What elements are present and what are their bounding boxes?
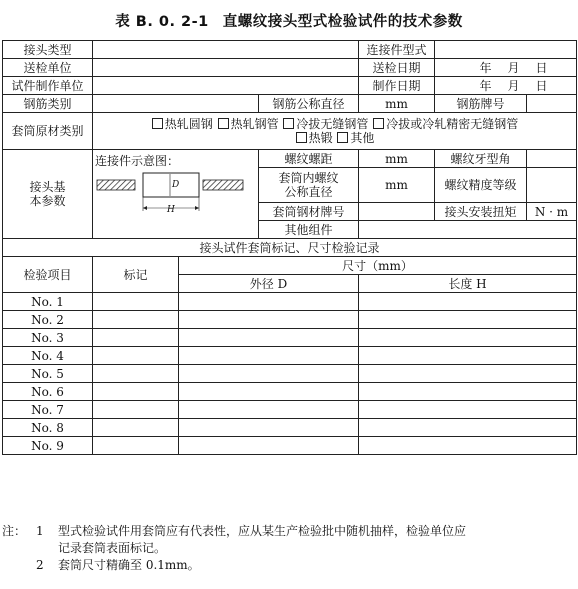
option-hot-forged: 热锻 bbox=[308, 131, 333, 145]
table-row bbox=[3, 419, 577, 437]
label-inner-thread-line1: 套筒内螺纹 bbox=[278, 171, 339, 185]
note-text: 型式检验试件用套筒应有代表性，应从某生产检验批中随机抽样，检验单位应 bbox=[58, 524, 467, 538]
diagram-h-label: H bbox=[167, 205, 175, 215]
label-other-components: 其他组件 bbox=[259, 221, 359, 239]
note-1-continued: 记录套筒表面标记。 bbox=[58, 541, 167, 555]
day-label: 日 bbox=[535, 78, 548, 93]
cell-mark[interactable] bbox=[93, 437, 179, 455]
label-thread-profile: 螺纹牙型角 bbox=[435, 150, 527, 168]
cell-mark[interactable] bbox=[93, 293, 179, 311]
row-thread-pitch bbox=[3, 150, 577, 168]
label-nominal-diameter: 钢筋公称直径 bbox=[259, 95, 359, 113]
label-inspection-unit: 送检单位 bbox=[3, 59, 93, 77]
table-number: 表 B. 0. 2-1 bbox=[115, 14, 209, 30]
month-label: 月 bbox=[507, 78, 520, 93]
label-specimen-unit: 试件制作单位 bbox=[3, 77, 93, 95]
label-thread-pitch: 螺纹螺距 bbox=[259, 150, 359, 168]
label-basic-params bbox=[3, 150, 93, 239]
note-number: 1 bbox=[36, 524, 44, 538]
row-label: No. 4 bbox=[3, 347, 93, 365]
cell-length[interactable] bbox=[359, 365, 577, 383]
row-label: No. 8 bbox=[3, 419, 93, 437]
checkbox-hot-forged[interactable] bbox=[296, 132, 307, 143]
table-row bbox=[3, 293, 577, 311]
header-size: 尺寸（mm） bbox=[179, 257, 577, 275]
cell-length[interactable] bbox=[359, 419, 577, 437]
label-sleeve-material-type: 套筒原材类别 bbox=[3, 113, 93, 150]
option-hot-rolled-tube: 热轧钢管 bbox=[230, 117, 279, 131]
cell-mark[interactable] bbox=[93, 419, 179, 437]
row-label: No. 7 bbox=[3, 401, 93, 419]
row-specimen-unit bbox=[3, 77, 577, 95]
row-label: No. 3 bbox=[3, 329, 93, 347]
table-row bbox=[3, 347, 577, 365]
label-inner-thread-line2: 公称直径 bbox=[284, 185, 333, 199]
cell-length[interactable] bbox=[359, 347, 577, 365]
field-nominal-diameter-unit[interactable]: mm bbox=[359, 95, 435, 113]
month-label: 月 bbox=[507, 60, 520, 75]
table-title-text: 直螺纹接头型式检验试件的技术参数 bbox=[222, 14, 463, 30]
day-label: 日 bbox=[535, 60, 548, 75]
note-prefix-spacer bbox=[2, 557, 36, 574]
connector-diagram bbox=[95, 154, 255, 216]
cell-outer-diameter[interactable] bbox=[179, 365, 359, 383]
label-rebar-grade: 钢筋牌号 bbox=[435, 95, 527, 113]
option-hot-rolled-round: 热轧圆钢 bbox=[164, 117, 213, 131]
table-row bbox=[3, 311, 577, 329]
label-inspection-date: 送检日期 bbox=[359, 59, 435, 77]
label-sleeve-steel-grade: 套筒钢材牌号 bbox=[259, 203, 359, 221]
field-thread-profile[interactable] bbox=[527, 150, 577, 168]
field-thread-pitch-unit[interactable]: mm bbox=[359, 150, 435, 168]
row-label: No. 5 bbox=[3, 365, 93, 383]
cell-outer-diameter[interactable] bbox=[179, 437, 359, 455]
table-title bbox=[0, 10, 578, 31]
label-inner-thread-diameter bbox=[259, 168, 359, 203]
field-sleeve-material-options bbox=[93, 113, 577, 150]
checkbox-other[interactable] bbox=[337, 132, 348, 143]
parameter-table bbox=[2, 40, 577, 455]
row-joint-type bbox=[3, 41, 577, 59]
row-label: No. 9 bbox=[3, 437, 93, 455]
diagram-d-label: D bbox=[172, 180, 180, 190]
field-inspection-unit[interactable] bbox=[93, 59, 359, 77]
notes bbox=[2, 523, 576, 574]
cell-outer-diameter[interactable] bbox=[179, 419, 359, 437]
field-specimen-unit[interactable] bbox=[93, 77, 359, 95]
checkbox-cold-drawn-seamless[interactable] bbox=[283, 118, 294, 129]
field-thread-accuracy[interactable] bbox=[527, 168, 577, 203]
table-row bbox=[3, 365, 577, 383]
year-label: 年 bbox=[479, 78, 492, 93]
row-label: No. 6 bbox=[3, 383, 93, 401]
option-other: 其他 bbox=[350, 131, 375, 145]
cell-length[interactable] bbox=[359, 401, 577, 419]
row-section-title bbox=[3, 239, 577, 257]
row-label: No. 2 bbox=[3, 311, 93, 329]
note-1 bbox=[2, 523, 576, 540]
header-inspection-item: 检验项目 bbox=[3, 257, 93, 293]
field-rebar-grade[interactable] bbox=[527, 95, 577, 113]
cell-length[interactable] bbox=[359, 383, 577, 401]
label-thread-accuracy: 螺纹精度等级 bbox=[435, 168, 527, 203]
label-basic-params-line2: 本参数 bbox=[29, 194, 66, 208]
table-row bbox=[3, 437, 577, 455]
row-rebar-type bbox=[3, 95, 577, 113]
cell-length[interactable] bbox=[359, 437, 577, 455]
field-connector-model[interactable] bbox=[435, 41, 577, 59]
cell-mark[interactable] bbox=[93, 329, 179, 347]
field-torque-unit[interactable]: N · m bbox=[527, 203, 577, 221]
label-basic-params-line1: 接头基 bbox=[29, 180, 66, 194]
checkbox-hot-rolled-tube[interactable] bbox=[218, 118, 229, 129]
checkbox-hot-rolled-round[interactable] bbox=[152, 118, 163, 129]
table-row bbox=[3, 329, 577, 347]
header-mark: 标记 bbox=[93, 257, 179, 293]
row-record-header-1 bbox=[3, 257, 577, 275]
year-label: 年 bbox=[479, 60, 492, 75]
cell-mark[interactable] bbox=[93, 347, 179, 365]
table-row bbox=[3, 383, 577, 401]
cell-mark[interactable] bbox=[93, 383, 179, 401]
cell-mark[interactable] bbox=[93, 311, 179, 329]
header-length: 长度 H bbox=[359, 275, 577, 293]
diagram-label: 连接件示意图： bbox=[95, 154, 180, 168]
cell-outer-diameter[interactable] bbox=[179, 383, 359, 401]
row-label: No. 1 bbox=[3, 293, 93, 311]
cell-length[interactable] bbox=[359, 293, 577, 311]
field-production-date[interactable] bbox=[435, 77, 577, 95]
row-sleeve-material bbox=[3, 113, 577, 150]
field-sleeve-steel-grade[interactable] bbox=[359, 203, 435, 221]
note-2 bbox=[2, 557, 576, 574]
note-text: 套筒尺寸精确至 0.1mm。 bbox=[58, 558, 200, 572]
label-rebar-type: 钢筋类别 bbox=[3, 95, 93, 113]
option-cold-drawn-seamless: 冷拔无缝钢管 bbox=[296, 117, 369, 131]
field-rebar-type[interactable] bbox=[93, 95, 259, 113]
cell-mark[interactable] bbox=[93, 401, 179, 419]
field-inner-diameter-unit[interactable]: mm bbox=[359, 168, 435, 203]
field-inspection-date[interactable] bbox=[435, 59, 577, 77]
cell-length[interactable] bbox=[359, 311, 577, 329]
record-section-title: 接头试件套筒标记、尺寸检验记录 bbox=[3, 239, 577, 257]
table-row bbox=[3, 401, 577, 419]
checkbox-cold-precision-seamless[interactable] bbox=[373, 118, 384, 129]
cell-length[interactable] bbox=[359, 329, 577, 347]
cell-outer-diameter[interactable] bbox=[179, 401, 359, 419]
field-other-components[interactable] bbox=[359, 221, 577, 239]
row-inspection-unit bbox=[3, 59, 577, 77]
cell-outer-diameter[interactable] bbox=[179, 347, 359, 365]
label-joint-type: 接头类型 bbox=[3, 41, 93, 59]
label-production-date: 制作日期 bbox=[359, 77, 435, 95]
header-outer-diameter: 外径 D bbox=[179, 275, 359, 293]
note-number: 2 bbox=[36, 558, 44, 572]
field-joint-type[interactable] bbox=[93, 41, 359, 59]
cell-outer-diameter[interactable] bbox=[179, 311, 359, 329]
cell-outer-diameter[interactable] bbox=[179, 329, 359, 347]
note-prefix: 注： bbox=[2, 524, 27, 538]
option-cold-precision-seamless: 冷拔或冷轧精密无缝钢管 bbox=[386, 117, 519, 131]
label-install-torque: 接头安装扭矩 bbox=[435, 203, 527, 221]
cell-mark[interactable] bbox=[93, 365, 179, 383]
label-connector-model: 连接件型式 bbox=[359, 41, 435, 59]
cell-outer-diameter[interactable] bbox=[179, 293, 359, 311]
connector-diagram-cell bbox=[93, 150, 259, 239]
